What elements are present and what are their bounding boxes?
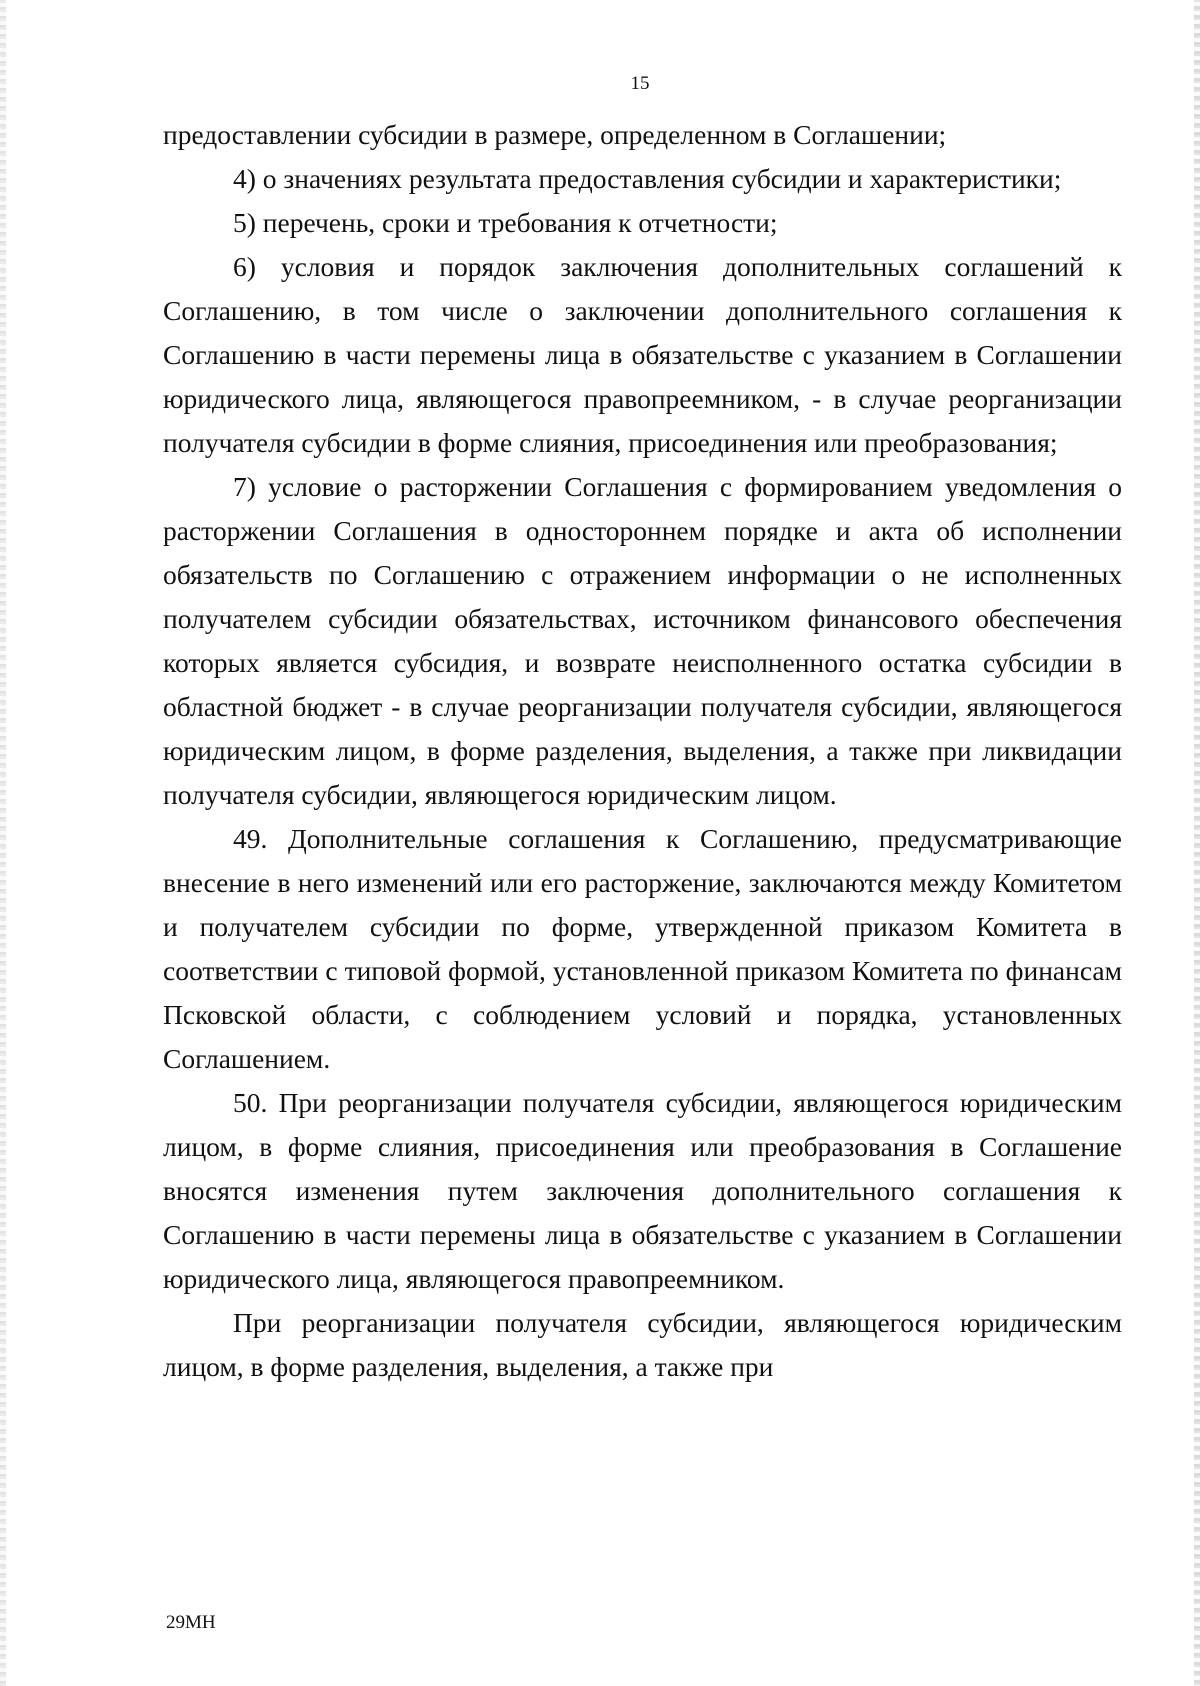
footer-document-code: 29МН xyxy=(166,1612,216,1633)
paragraph-item-7: 7) условие о расторжении Соглашения с формированием уведомления о расторжении Соглашения в одностороннем порядке и акта об исполнении обязательств по Соглашению с отражением информации о не исполненных получателем субсидии обязательствах, источником финансового обеспечения которых является субсидия, и возврате неисполненного остатка субсидии в областной бюджет - в случае реорганизации получателя субсидии, являющегося юридическим лицом, в форме разделения, выделения, а также при ликвидации получателя субсидии, являющегося юридическим лицом. xyxy=(163,471,1122,810)
paragraph-continuation: предоставлении субсидии в размере, определенном в Соглашении; xyxy=(163,119,947,150)
scan-edge-left xyxy=(0,0,6,1686)
paragraph-item-4: 4) о значениях результата предоставления субсидии и характеристики; xyxy=(233,163,1062,194)
paragraph-item-5: 5) перечень, сроки и требования к отчетности; xyxy=(233,207,778,238)
document-body xyxy=(163,113,1122,1389)
paragraph-reorganization: При реорганизации получателя субсидии, являющегося юридическим лицом, в форме разделения, выделения, а также при xyxy=(163,1307,1122,1382)
scan-edge-right xyxy=(1194,0,1200,1686)
paragraph-clause-49: 49. Дополнительные соглашения к Соглашению, предусматривающие внесение в него изменений или его расторжение, заключаются между Комитетом и получателем субсидии по форме, утвержденной приказом Комитета в соответствии с типовой формой, установленной приказом Комитета по финансам Псковской области, с соблюдением условий и порядка, установленных Соглашением. xyxy=(163,823,1122,1074)
paragraph-item-6: 6) условия и порядок заключения дополнительных соглашений к Соглашению, в том числе о заключении дополнительного соглашения к Соглашению в части перемены лица в обязательстве с указанием в Соглашении юридического лица, являющегося правопреемником, - в случае реорганизации получателя субсидии в форме слияния, присоединения или преобразования; xyxy=(163,251,1122,458)
page-number: 15 xyxy=(630,73,650,94)
paragraph-clause-50: 50. При реорганизации получателя субсидии, являющегося юридическим лицом, в форме слияния, присоединения или преобразования в Соглашение вносятся изменения путем заключения дополнительного соглашения к Соглашению в части перемены лица в обязательстве с указанием в Соглашении юридического лица, являющегося правопреемником. xyxy=(163,1087,1122,1294)
